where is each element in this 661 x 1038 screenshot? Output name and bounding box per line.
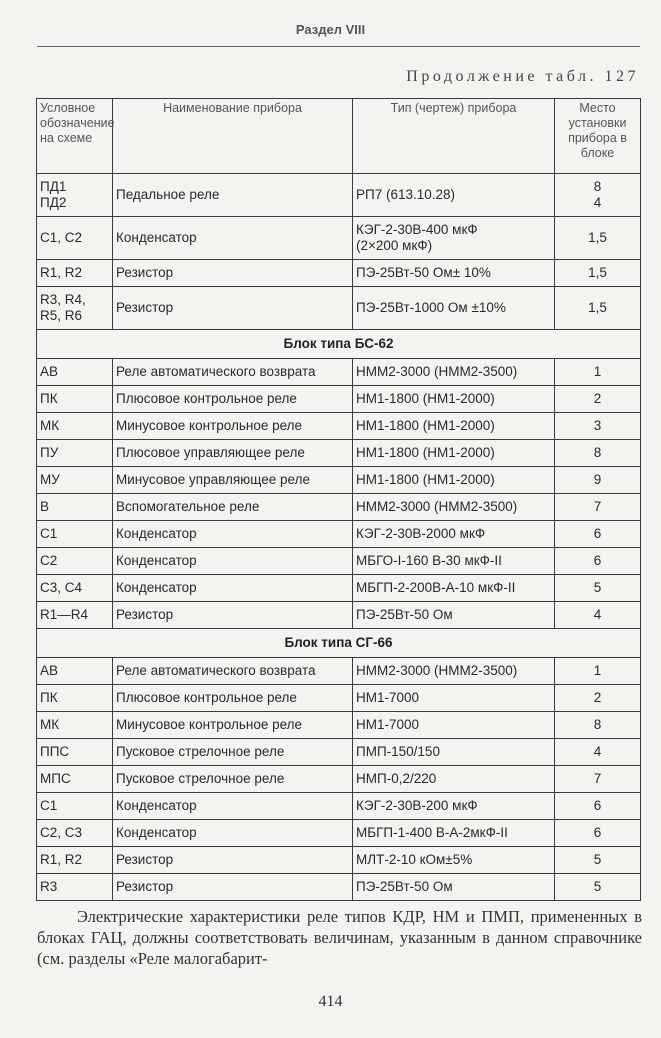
cell-name: Минусовое контрольное реле [113,413,353,440]
table-row [37,548,641,575]
cell-name: Плюсовое контрольное реле [113,685,353,712]
cell-type: НММ2-3000 (НММ2-3500) [353,658,555,685]
cell-name: Конденсатор [113,217,353,260]
cell-ref: С1 [37,521,113,548]
cell-ref: С3, С4 [37,575,113,602]
cell-name: Реле автоматического возврата [113,658,353,685]
section-header: Раздел VIII [295,22,366,37]
cell-place: 4 [555,739,641,766]
cell-place: 7 [555,766,641,793]
cell-name: Пусковое стрелочное реле [113,766,353,793]
cell-name: Пусковое стрелочное реле [113,739,353,766]
cell-place: 8 4 [555,174,641,217]
cell-place: 1 [555,658,641,685]
cell-name: Конденсатор [113,575,353,602]
table-row [37,658,641,685]
table-row [37,766,641,793]
cell-place: 9 [555,467,641,494]
cell-ref: R3, R4, R5, R6 [37,287,113,330]
cell-place: 1 [555,359,641,386]
cell-type: НМП-0,2/220 [353,766,555,793]
table-row [37,359,641,386]
cell-name: Плюсовое контрольное реле [113,386,353,413]
cell-type: ПЭ-25Вт-50 Ом [353,874,555,901]
table-row [37,739,641,766]
cell-type: КЭГ-2-30В-400 мкФ (2×200 мкФ) [353,217,555,260]
block-title-row [37,330,641,359]
cell-place: 5 [555,874,641,901]
cell-type: НМ1-7000 [353,685,555,712]
table-row [37,413,641,440]
cell-place: 1,5 [555,217,641,260]
cell-name: Резистор [113,847,353,874]
cell-type: РП7 (613.10.28) [353,174,555,217]
cell-ref: ПК [37,386,113,413]
cell-type: НММ2-3000 (НММ2-3500) [353,494,555,521]
cell-place: 2 [555,685,641,712]
cell-name: Плюсовое управляющее реле [113,440,353,467]
table-row [37,685,641,712]
header-divider [37,46,640,47]
table-row [37,521,641,548]
cell-type: МБГО-I-160 В-30 мкФ-II [353,548,555,575]
table-row [37,874,641,901]
table-row [37,467,641,494]
column-header-place: Место установки прибора в блоке [555,99,641,174]
cell-type: НМ1-7000 [353,712,555,739]
cell-place: 2 [555,386,641,413]
cell-ref: R1, R2 [37,260,113,287]
block-title: Блок типа БС-62 [37,330,641,359]
cell-name: Конденсатор [113,521,353,548]
cell-ref: С2, С3 [37,820,113,847]
table-row [37,712,641,739]
table-row [37,174,641,217]
cell-type: НММ2-3000 (НММ2-3500) [353,359,555,386]
cell-type: МБГП-2-200В-А-10 мкФ-II [353,575,555,602]
cell-place: 5 [555,847,641,874]
cell-place: 6 [555,793,641,820]
page-number: 414 [318,993,343,1010]
cell-ref: R1, R2 [37,847,113,874]
cell-name: Резистор [113,874,353,901]
cell-name: Конденсатор [113,820,353,847]
table-body [37,174,641,901]
column-header-type: Тип (чертеж) прибора [353,99,555,174]
cell-place: 6 [555,521,641,548]
cell-ref: ПК [37,685,113,712]
table-row [37,217,641,260]
cell-ref: ППС [37,739,113,766]
cell-ref: С1, С2 [37,217,113,260]
block-title: Блок типа СГ-66 [37,629,641,658]
cell-ref: МУ [37,467,113,494]
cell-ref: АВ [37,658,113,685]
cell-place: 7 [555,494,641,521]
cell-place: 1,5 [555,260,641,287]
cell-ref: В [37,494,113,521]
cell-type: ПЭ-25Вт-50 Ом± 10% [353,260,555,287]
equipment-table [36,98,641,901]
cell-name: Педальное реле [113,174,353,217]
block-title-row [37,629,641,658]
cell-name: Конденсатор [113,793,353,820]
cell-type: КЭГ-2-30В-2000 мкФ [353,521,555,548]
table-row [37,847,641,874]
cell-ref: МПС [37,766,113,793]
column-header-ref: Условное обозначение на схеме [37,99,113,174]
table-header-row [37,99,641,174]
body-paragraph: Электрические характеристики реле типов КДР, НМ и ПМП, примененных в блоках ГАЦ, должны соответствовать величинам, указанным в данном справочнике (см. разделы «Реле малогабарит- [37,907,642,968]
cell-ref: R3 [37,874,113,901]
table-row [37,260,641,287]
table-row [37,494,641,521]
cell-name: Конденсатор [113,548,353,575]
cell-place: 1,5 [555,287,641,330]
table-row [37,386,641,413]
cell-ref: АВ [37,359,113,386]
cell-type: МЛТ-2-10 кОм±5% [353,847,555,874]
table-row [37,820,641,847]
cell-place: 8 [555,712,641,739]
cell-type: НМ1-1800 (НМ1-2000) [353,413,555,440]
cell-type: ПМП-150/150 [353,739,555,766]
cell-ref: R1—R4 [37,602,113,629]
cell-name: Реле автоматического возврата [113,359,353,386]
table-row [37,793,641,820]
table-row [37,287,641,330]
table-row [37,440,641,467]
cell-place: 5 [555,575,641,602]
cell-place: 8 [555,440,641,467]
cell-ref: ПУ [37,440,113,467]
cell-place: 6 [555,548,641,575]
cell-name: Резистор [113,287,353,330]
cell-place: 6 [555,820,641,847]
cell-type: ПЭ-25Вт-50 Ом [353,602,555,629]
cell-ref: С1 [37,793,113,820]
cell-ref: МК [37,413,113,440]
cell-ref: МК [37,712,113,739]
column-header-name: Наименование прибора [113,99,353,174]
cell-ref: С2 [37,548,113,575]
cell-type: КЭГ-2-30В-200 мкФ [353,793,555,820]
cell-type: МБГП-1-400 В-А-2мкФ-II [353,820,555,847]
cell-place: 3 [555,413,641,440]
cell-name: Минусовое контрольное реле [113,712,353,739]
cell-place: 4 [555,602,641,629]
cell-name: Резистор [113,602,353,629]
table-continuation-caption: Продолжение табл. 127 [406,68,639,85]
cell-ref: ПД1 ПД2 [37,174,113,217]
cell-type: НМ1-1800 (НМ1-2000) [353,386,555,413]
cell-type: НМ1-1800 (НМ1-2000) [353,440,555,467]
cell-name: Минусовое управляющее реле [113,467,353,494]
table-row [37,602,641,629]
cell-type: ПЭ-25Вт-1000 Ом ±10% [353,287,555,330]
table-row [37,575,641,602]
cell-name: Вспомогательное реле [113,494,353,521]
cell-type: НМ1-1800 (НМ1-2000) [353,467,555,494]
cell-name: Резистор [113,260,353,287]
